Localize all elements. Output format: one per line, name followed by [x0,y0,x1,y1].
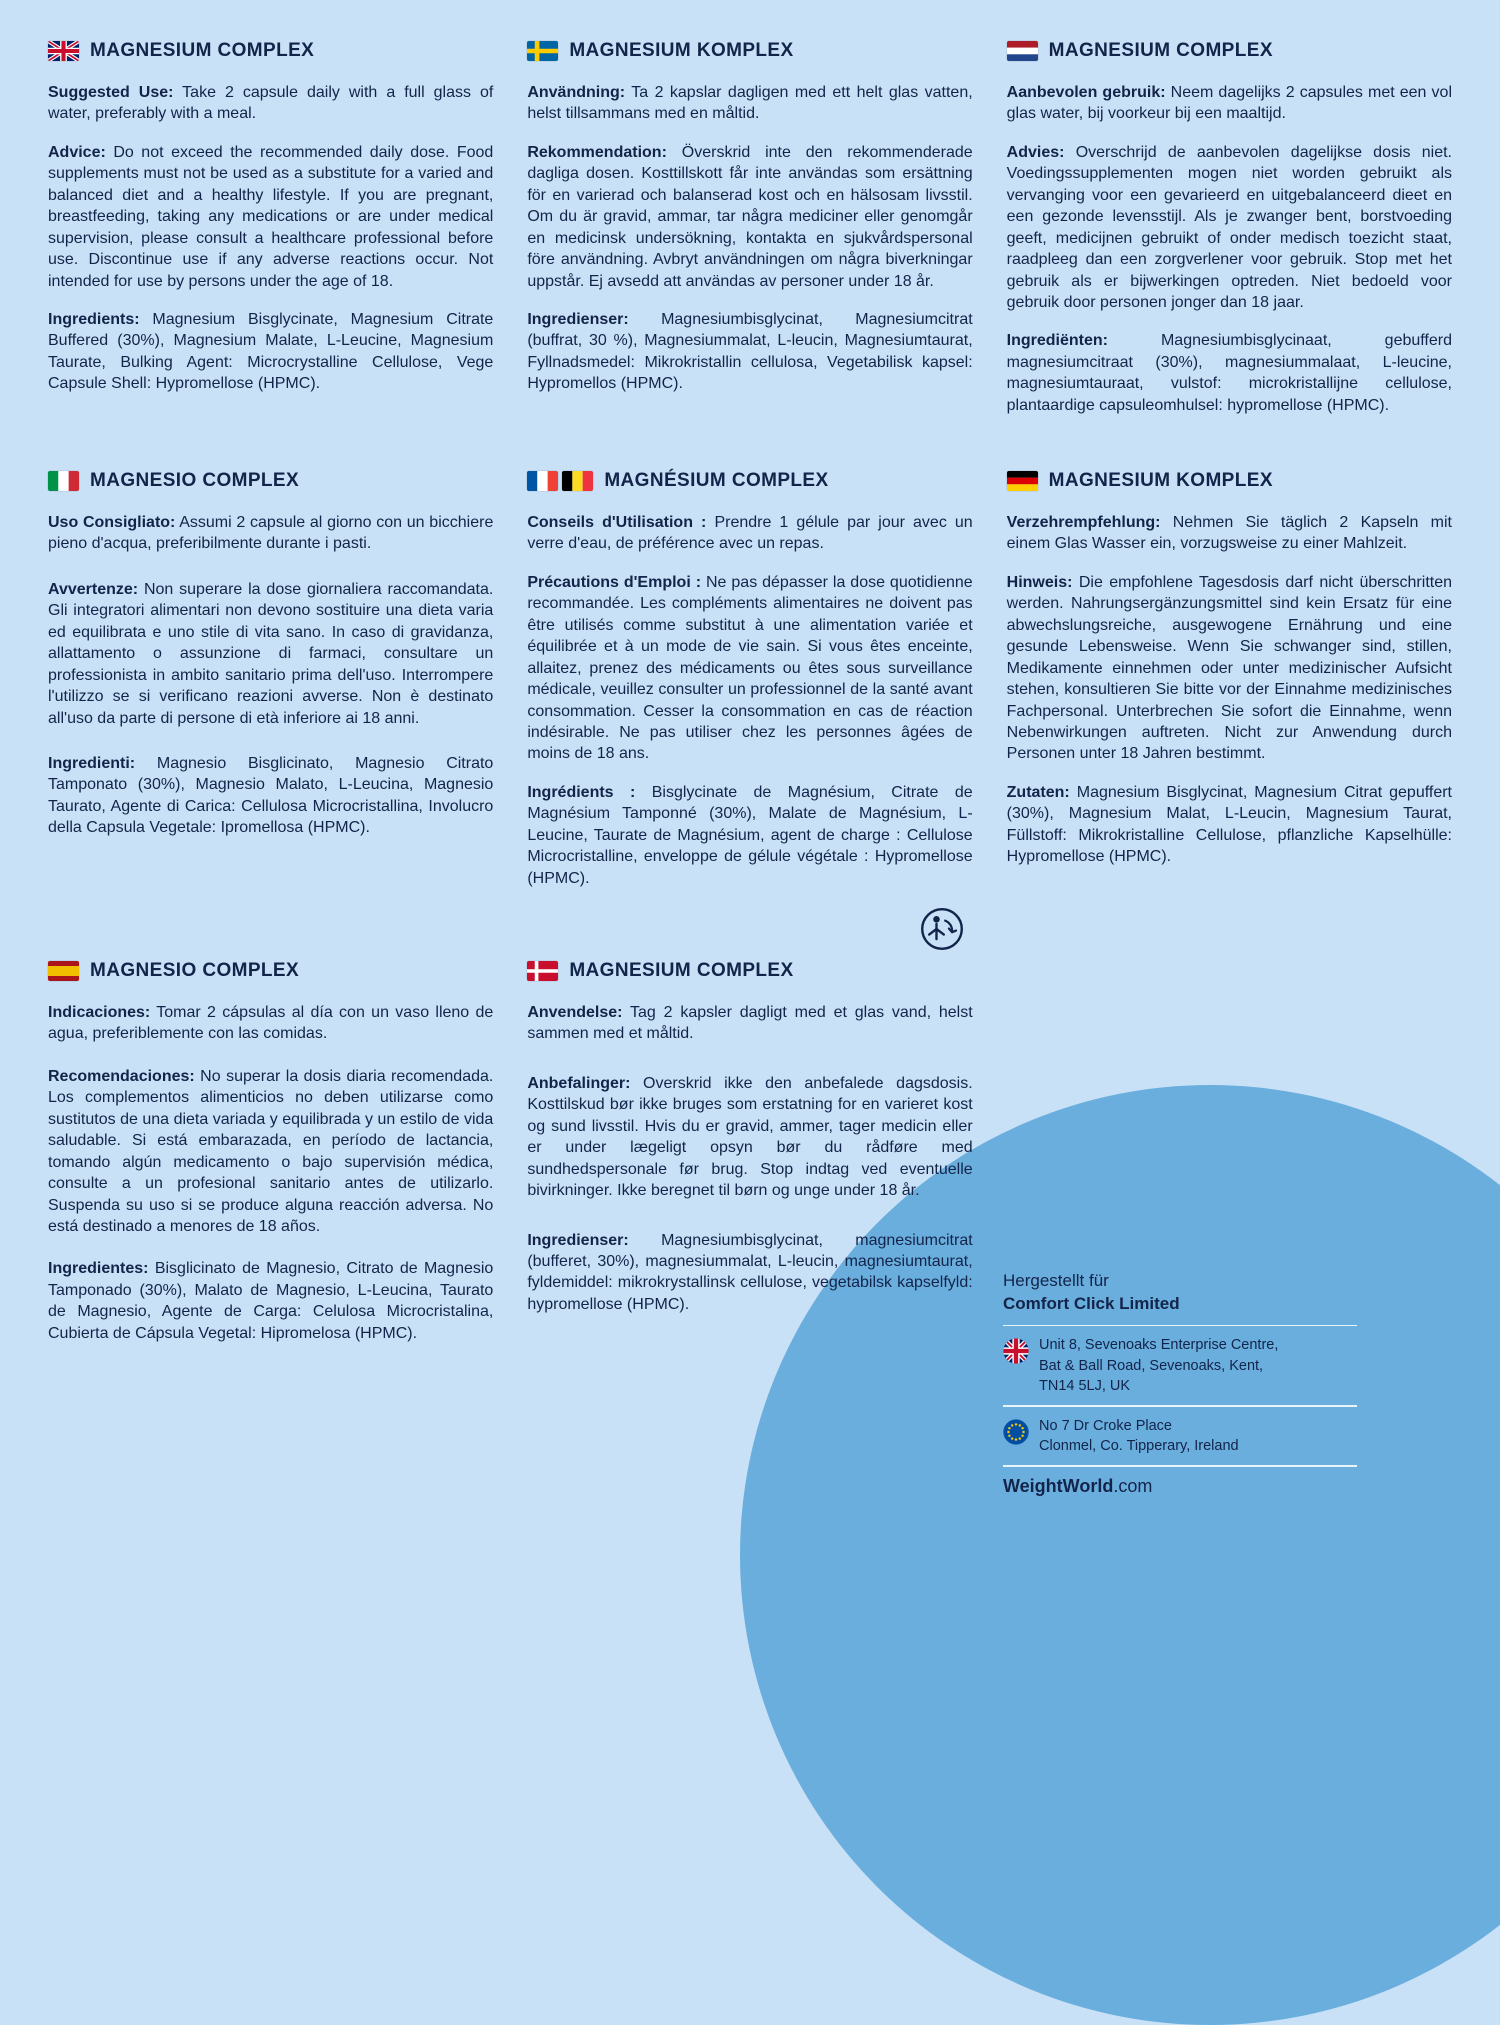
paragraph-label: Ingredienser: [527,310,629,328]
paragraph-text: Överskrid inte den rekommenderade dagliga dosen. Kosttillskott får inte användas som ersättning för en varierad och balanserad kost och en hälsosam livsstil. Om du är gravid, ammar, tar några mediciner eller genomgår en medicinsk undersökning, kontakta en sjukvårdspersonal före användning. Avbryt användningen om några biverkningar uppstår. Ej avsedd att användas av personer under 18 år. [527,143,973,290]
section-paragraphs [527,1002,972,1315]
paragraph-label: Avvertenze: [48,580,139,598]
paragraph-es-2 [48,1258,493,1344]
language-section-de [1007,470,1452,960]
paragraph-it-0 [48,512,493,555]
section-title: MAGNÉSIUM COMPLEX [604,470,829,491]
paragraph-text: Magnesio Bisglicinato, Magnesio Citrato Tamponato (30%), Magnesio Malato, L-Leucina, Magnesio Taurato, Agente di Carica: Cellulosa Microcristallina, Involucro della Capsula Vegetale: Ipromellosa (HPMC). [48,754,494,837]
paragraph-text: Magnesiumbisglycinat, magnesiumcitrat (bufferet, 30%), magnesiummalat, L-leucin, magnesiumtaurat, fyldemiddel: mikrokrystallinsk cellulose, vegetabilsk kapselfyld: hypromellose (HPMC). [527,1231,973,1313]
uk-address-line-2: Bat & Ball Road, Sevenoaks, Kent, [1039,1357,1264,1374]
paragraph-label: Rekommendation: [527,143,667,161]
language-section-se [527,40,972,470]
section-header [48,960,493,982]
paragraph-label: Advice: [48,143,106,161]
made-for-label: Hergestellt für [1003,1271,1109,1290]
paragraph-label: Recomendaciones: [48,1067,195,1085]
paragraph-label: Anvendelse: [527,1004,623,1021]
section-paragraphs [1007,512,1452,868]
paragraph-label: Zutaten: [1006,783,1070,801]
flag-dk-icon [527,961,558,981]
uk-address-row [1003,1335,1357,1396]
paragraph-label: Ingredientes: [48,1260,149,1278]
section-flags [527,41,558,61]
section-paragraphs [527,82,972,395]
section-header [527,960,972,982]
section-header [48,470,493,492]
paragraph-text: Magnesium Bisglycinat, Magnesium Citrat gepuffert (30%), Magnesium Malat, L-Leucin, Magnesium Taurat, Füllstoff: Mikrokristalline Cellulose, pflanzliche Kapselhülle: Hypromellose (HPMC). [1006,783,1452,866]
paragraph-text: Bisglicinato de Magnesio, Citrato de Magnesio Tamponado (30%), Malato de Magnesio, L-Leucina, Taurato de Magnesio, Agente de Carga: Celulosa Microcristalina, Cubierta de Cápsula Vegetal: Hipromelosa (HPMC). [48,1260,494,1342]
section-title: MAGNESIO COMPLEX [90,470,300,491]
paragraph-label: Anbefalinger: [527,1074,631,1092]
divider [1003,1465,1357,1467]
website-text [1003,1476,1357,1497]
paragraph-label: Ingrediënten: [1006,332,1108,350]
paragraph-text: Magnesium Bisglycinate, Magnesium Citrate Buffered (30%), Magnesium Malate, L-Leucine, Magnesium Taurate, Bulking Agent: Microcrystalline Cellulose, Vege Capsule Shell: Hypromellose (HPMC). [48,310,494,393]
website-name: WeightWorld [1003,1475,1114,1496]
paragraph-se-0 [527,82,972,125]
paragraph-es-1 [48,1066,493,1238]
label-sections-grid [48,40,1452,1365]
paragraph-it-2 [48,753,493,839]
section-flags [527,471,593,491]
divider [1003,1405,1357,1407]
section-header [527,40,972,62]
paragraph-text: Do not exceed the recommended daily dose. Food supplements must not be used as a substitute for a varied and balanced diet and a healthy lifestyle. If you are pregnant, breastfeeding, taking any medications or are under medical supervision, please consult a healthcare professional before use. Discontinue use if any adverse reactions occur. Not intended for use by persons under the age of 18. [48,143,494,290]
paragraph-label: Conseils d'Utilisation : [527,514,707,531]
paragraph-text: No superar la dosis diaria recomendada. Los complementos alimenticios no deben utilizarse como sustitutos de una dieta variada y equilibrada y un estilo de vida saludable. Si está embarazada, en período de lactancia, tomando algún medicamento o bajo supervisión médica, consulte a un profesional sanitario antes de utilizarlo. Suspenda su uso si se produce alguna reacción adversa. No está destinado a menores de 18 años. [48,1067,494,1235]
section-title: MAGNESIUM KOMPLEX [1048,470,1273,491]
flag-se-icon [527,41,558,61]
flag-nl-icon [1007,41,1038,61]
paragraph-fr-0 [527,512,972,555]
section-flags [48,961,79,981]
flag-es-icon [48,961,79,981]
paragraph-es-0 [48,1002,493,1045]
flag-de-icon [1007,471,1038,491]
section-flags [1007,471,1038,491]
paragraph-nl-0 [1007,82,1452,125]
section-flags [48,471,79,491]
section-header [1007,470,1452,492]
paragraph-text: Prendre 1 gélule par jour avec un verre d'eau, de préférence avec un repas. [527,514,973,553]
paragraph-text: Ta 2 kapslar dagligen med ett helt glas vatten, helst tillsammans med en måltid. [527,84,973,123]
ie-address-line-2: Clonmel, Co. Tipperary, Ireland [1039,1438,1239,1455]
flag-be-icon [562,471,593,491]
flag-fr-icon [527,471,558,491]
paragraph-se-2 [527,309,972,395]
paragraph-label: Användning: [527,84,626,101]
section-paragraphs [1007,82,1452,416]
language-section-it [48,470,493,960]
triman-recycle-icon [527,906,972,952]
section-flags [48,41,79,61]
section-header [1007,40,1452,62]
section-paragraphs [48,82,493,395]
language-section-nl [1007,40,1452,470]
paragraph-en-2 [48,309,493,395]
paragraph-en-1 [48,142,493,292]
divider [1003,1325,1357,1327]
paragraph-it-1 [48,579,493,729]
paragraph-de-0 [1007,512,1452,555]
ie-address [1039,1416,1239,1457]
paragraph-text: Tomar 2 cápsulas al día con un vaso lleno de agua, preferiblemente con las comidas. [48,1004,494,1043]
section-paragraphs [527,512,972,889]
company-name: Comfort Click Limited [1003,1293,1180,1313]
flag-eu-round-icon [1003,1419,1029,1445]
section-title: MAGNESIUM COMPLEX [569,960,794,981]
paragraph-label: Hinweis: [1006,573,1073,591]
paragraph-text: Magnesiumbisglycinat, Magnesiumcitrat (buffrat, 30 %), Magnesiummalat, L-leucin, Magnesiumtaurat, Fyllnadsmedel: Mikrokristallin cellulosa, Vegetabilisk kapsel: Hypromellos (HPMC). [527,310,973,393]
section-paragraphs [48,1002,493,1344]
paragraph-fr-1 [527,572,972,765]
paragraph-text: Neem dagelijks 2 capsules met een vol glas water, bij voorkeur bij een maaltijd. [1006,84,1452,123]
paragraph-label: Verzehrempfehlung: [1006,514,1161,531]
uk-address [1039,1335,1278,1396]
paragraph-fr-2 [527,782,972,889]
paragraph-de-2 [1007,782,1452,868]
paragraph-dk-1 [527,1073,972,1202]
section-title: MAGNESIUM COMPLEX [1048,40,1273,61]
section-flags [1007,41,1038,61]
uk-address-line-3: TN14 5LJ, UK [1039,1377,1131,1394]
ie-address-row [1003,1416,1357,1457]
section-title: MAGNESIO COMPLEX [90,960,300,981]
paragraph-label: Ingredienti: [48,754,136,772]
language-section-dk [527,960,972,1365]
paragraph-label: Uso Consigliato: [48,514,176,531]
paragraph-label: Ingredients: [48,310,140,328]
flag-uk-icon [48,41,79,61]
paragraph-label: Indicaciones: [48,1004,151,1021]
section-header [527,470,972,492]
paragraph-nl-1 [1007,142,1452,314]
paragraph-en-0 [48,82,493,125]
paragraph-se-1 [527,142,972,292]
uk-address-line-1: Unit 8, Sevenoaks Enterprise Centre, [1039,1337,1279,1354]
paragraph-text: Non superare la dose giornaliera raccomandata. Gli integratori alimentari non devono sostituire una dieta varia ed equilibrata e uno stile di vita sano. In caso di gravidanza, allattamento o assunzione di farmaci, consultare un professionista in ambito sanitario prima dell'uso. Interrompere l'utilizzo se si verificano reazioni avverse. Non è destinato all'uso da parte di persone di età inferiore ai 18 anni. [48,580,494,727]
paragraph-label: Advies: [1006,143,1065,161]
paragraph-text: Nehmen Sie täglich 2 Kapseln mit einem Glas Wasser ein, vorzugsweise zu einer Mahlzeit. [1006,514,1453,553]
language-section-fr [527,470,972,960]
paragraph-text: Tag 2 kapsler dagligt med et glas vand, helst sammen med et måltid. [527,1004,973,1043]
section-flags [527,961,558,981]
paragraph-text: Take 2 capsule daily with a full glass of water, preferably with a meal. [48,84,494,123]
paragraph-dk-2 [527,1230,972,1316]
paragraph-text: Die empfohlene Tagesdosis darf nicht überschritten werden. Nahrungsergänzungsmittel sind kein Ersatz für eine abwechslungsreiche, ausgewogene Ernährung und eine gesunde Lebensweise. Wenn Sie schwanger sind, stillen, Medikamente einnehmen oder unter medizinischer Aufsicht stehen, konsultieren Sie bitte vor der Einnahme medizinisches Fachpersonal. Unterbrechen Sie sofort die Einnahme, wenn Nebenwirkungen auftreten. Nicht zur Anwendung durch Personen unter 18 Jahren bestimmt. [1006,573,1452,763]
flag-it-icon [48,471,79,491]
paragraph-text: Overschrijd de aanbevolen dagelijkse dosis niet. Voedingssupplementen mogen niet worden gebruikt als vervanging voor een gevarieerd en uitgebalanceerd dieet en een gezonde levensstijl. Als je zwanger bent, borstvoeding geeft, medicijnen gebruikt of onder medisch toezicht staat, raadpleeg dan een zorgverlener voor gebruik. Stop met het gebruik als er bijwerkingen optreden. Niet bedoeld voor gebruik door personen jonger dan 18 jaar. [1006,143,1453,311]
section-title: MAGNESIUM KOMPLEX [569,40,794,61]
paragraph-text: Assumi 2 capsule al giorno con un bicchiere pieno d'acqua, preferibilmente durante i pasti. [48,514,494,553]
paragraph-text: Ne pas dépasser la dose quotidienne recommandée. Les compléments alimentaires ne doivent pas être utilisés comme substitut à une alimentation variée et équilibrée et à un mode de vie sain. Si vous êtes enceinte, allaitez, prenez des médicaments ou êtes sous surveillance médicale, veuillez consulter un professionnel de la santé avant consommation. Cesser la consommation en cas de réaction indésirable. Ne pas utiliser chez les personnes âgées de moins de 18 ans. [527,573,973,763]
ie-address-line-1: No 7 Dr Croke Place [1039,1417,1172,1434]
paragraph-de-1 [1007,572,1452,765]
paragraph-label: Suggested Use: [48,84,174,101]
language-section-en [48,40,493,470]
paragraph-text: Overskrid ikke den anbefalede dagsdosis. Kosttilskud bør ikke bruges som erstatning for en varieret kost og sund livsstil. Hvis du er gravid, ammer, tager medicin eller er under lægeligt opsyn bør du rådføre med sundhedspersonale før brug. Stop indtag ved eventuelle bivirkninger. Ikke beregnet til børn og unge under 18 år. [527,1074,973,1200]
paragraph-text: Bisglycinate de Magnésium, Citrate de Magnésium Tamponné (30%), Malate de Magnésium, L-Leucine, Taurate de Magnésium, agent de charge : Cellulose Microcristalline, enveloppe de gélule végétale : Hypromellose (HPMC). [527,783,973,887]
paragraph-nl-2 [1007,330,1452,416]
language-section-es [48,960,493,1365]
website-tld: .com [1113,1475,1153,1496]
paragraph-label: Ingrédients : [527,783,636,801]
section-title: MAGNESIUM COMPLEX [90,40,315,61]
manufacturer-block [1003,1270,1357,1497]
paragraph-label: Ingredienser: [527,1231,629,1249]
paragraph-label: Précautions d'Emploi : [527,573,702,591]
flag-uk-round-icon [1003,1338,1029,1364]
paragraph-label: Aanbevolen gebruik: [1006,84,1166,101]
section-paragraphs [48,512,493,839]
paragraph-text: Magnesiumbisglycinaat, gebufferd magnesiumcitraat (30%), magnesiummalaat, L-leucine, magnesiumtauraat, vulstof: microkristallijne cellulose, plantaardige capsuleomhulsel: hypromellose (HPMC). [1006,332,1452,414]
paragraph-dk-0 [527,1002,972,1045]
section-header [48,40,493,62]
